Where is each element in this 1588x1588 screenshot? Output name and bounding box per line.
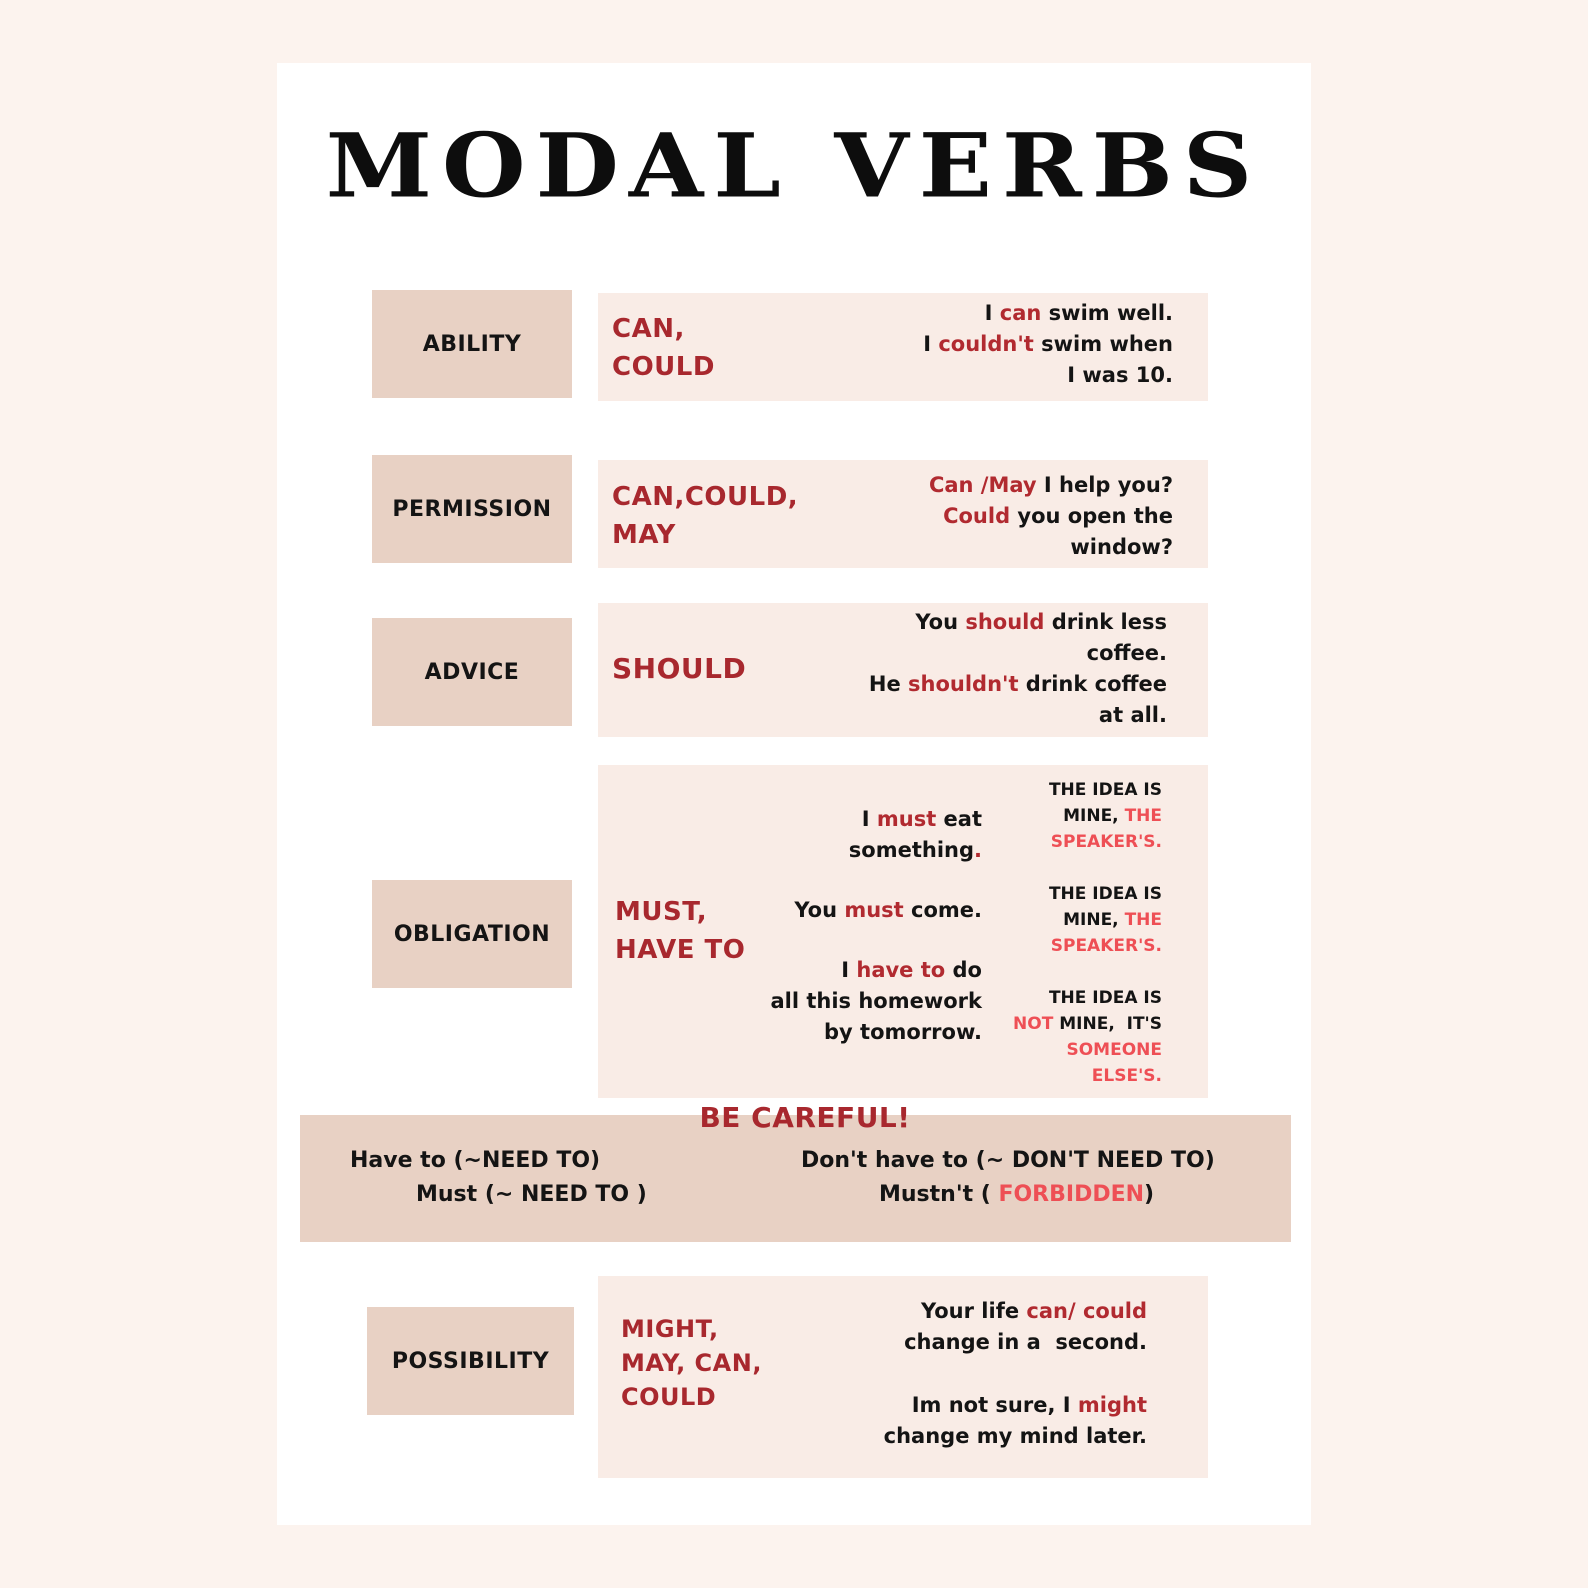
text-line [884, 1421, 1147, 1452]
text-line [1049, 829, 1162, 855]
text-line [1013, 1063, 1162, 1089]
highlighted-word: ELSE'S. [1091, 1066, 1162, 1086]
examples-ability [923, 298, 1173, 391]
text-line [1049, 907, 1162, 933]
text-line [794, 895, 982, 926]
label-ability: ABILITY [372, 290, 572, 398]
verbs-possibility [621, 1312, 762, 1414]
text-segment: something [848, 838, 975, 862]
text-line [929, 532, 1173, 563]
text-segment: you open the [1010, 504, 1173, 528]
verb-line: CAN,COULD, [612, 482, 799, 512]
text-segment: change my mind later. [883, 1424, 1147, 1448]
text-segment: I help you? [1036, 473, 1173, 497]
text-segment: You [915, 610, 966, 634]
careful-right-2-pre: Mustn't ( [879, 1182, 999, 1207]
text-line [884, 1390, 1147, 1421]
label-advice: ADVICE [372, 618, 572, 726]
text-line [929, 501, 1173, 532]
text-segment: swim well. [1041, 301, 1173, 325]
text-segment: drink coffee [1018, 672, 1167, 696]
text-line [1013, 1011, 1162, 1037]
text-line [849, 804, 982, 835]
highlighted-word: can/ could [1026, 1299, 1147, 1323]
text-line [770, 986, 982, 1017]
careful-left-1: Have to (~NEED TO) [350, 1148, 601, 1173]
text-line [929, 470, 1173, 501]
text-segment: MINE, [1063, 806, 1125, 826]
page-title: MODAL VERBS [325, 113, 1263, 218]
text-line [869, 638, 1167, 669]
text-segment: swim when [1033, 332, 1173, 356]
text-line [1013, 1037, 1162, 1063]
text-segment: Im not sure, I [911, 1393, 1078, 1417]
text-segment: You [794, 898, 845, 922]
verb-line: COULD [612, 352, 715, 382]
text-segment: at all. [1098, 703, 1167, 727]
verbs-permission [612, 478, 798, 554]
text-segment: change in a second. [904, 1330, 1147, 1354]
highlighted-word: THE [1124, 806, 1162, 826]
text-line [904, 1327, 1147, 1358]
example-obligation-2 [794, 895, 982, 926]
text-line [869, 669, 1167, 700]
highlighted-word: THE [1124, 910, 1162, 930]
text-segment: MINE, IT'S [1053, 1014, 1162, 1034]
verb-line: MUST, [615, 897, 708, 927]
verb-line: SHOULD [612, 652, 747, 685]
highlighted-word: can [999, 301, 1042, 325]
careful-box [300, 1115, 1291, 1242]
careful-right-1: Don't have to (~ DON'T NEED TO) [801, 1148, 1215, 1173]
text-line [1049, 933, 1162, 959]
text-segment: I [861, 807, 877, 831]
text-line [923, 329, 1173, 360]
text-segment: MINE, [1063, 910, 1125, 930]
verb-line: CAN, [612, 314, 685, 344]
verb-line: MAY, CAN, [621, 1349, 762, 1377]
text-line [923, 360, 1173, 391]
text-line [904, 1296, 1147, 1327]
text-line [869, 700, 1167, 731]
text-segment: He [868, 672, 909, 696]
text-line [1013, 985, 1162, 1011]
label-possibility: POSSIBILITY [367, 1307, 574, 1415]
text-line [1049, 777, 1162, 803]
examples-permission [929, 470, 1173, 563]
text-line [770, 955, 982, 986]
highlighted-word: NOT [1013, 1014, 1054, 1034]
careful-left-2: Must (~ NEED TO ) [416, 1182, 647, 1207]
highlighted-word: shouldn't [908, 672, 1019, 696]
highlighted-word: must [876, 807, 937, 831]
text-segment: THE IDEA IS [1048, 780, 1162, 800]
text-segment: by tomorrow. [824, 1020, 982, 1044]
text-segment: come. [903, 898, 982, 922]
careful-title: BE CAREFUL! [699, 1101, 911, 1134]
text-segment: THE IDEA IS [1048, 988, 1162, 1008]
text-segment: Your life [920, 1299, 1027, 1323]
text-segment: all this homework [770, 989, 982, 1013]
verb-line: COULD [621, 1383, 717, 1411]
verb-line: MAY [612, 520, 676, 550]
text-line [869, 607, 1167, 638]
highlighted-word: SPEAKER'S. [1050, 832, 1162, 852]
text-segment: coffee. [1086, 641, 1167, 665]
highlighted-word: must [844, 898, 904, 922]
highlighted-word: couldn't [938, 332, 1034, 356]
text-line [923, 298, 1173, 329]
example-possibility-1 [904, 1296, 1147, 1358]
text-line [1049, 803, 1162, 829]
example-obligation-1 [849, 804, 982, 866]
verb-line: HAVE TO [615, 935, 746, 965]
highlighted-word: have to [856, 958, 946, 982]
highlighted-word: SOMEONE [1066, 1040, 1162, 1060]
text-segment: eat [936, 807, 982, 831]
forbidden-text: FORBIDDEN [998, 1182, 1145, 1207]
text-segment: I [923, 332, 939, 356]
highlighted-word: Could [943, 504, 1011, 528]
example-obligation-3 [770, 955, 982, 1048]
highlighted-word: Can /May [928, 473, 1037, 497]
label-obligation: OBLIGATION [372, 880, 572, 988]
highlighted-word: might [1077, 1393, 1147, 1417]
highlighted-word: . [974, 838, 982, 862]
text-line [1049, 881, 1162, 907]
text-segment: do [945, 958, 982, 982]
text-segment: THE IDEA IS [1048, 884, 1162, 904]
highlighted-word: should [965, 610, 1045, 634]
text-segment: window? [1070, 535, 1173, 559]
label-permission: PERMISSION [372, 455, 572, 563]
verbs-obligation [615, 893, 745, 969]
note-obligation-2 [1049, 881, 1162, 959]
careful-right-2 [879, 1182, 1154, 1207]
note-obligation-1 [1049, 777, 1162, 855]
text-line [849, 835, 982, 866]
verbs-advice [612, 650, 746, 688]
careful-right-2-post: ) [1144, 1182, 1155, 1207]
text-segment: drink less [1044, 610, 1167, 634]
highlighted-word: SPEAKER'S. [1050, 936, 1162, 956]
example-possibility-2 [884, 1390, 1147, 1452]
text-line [770, 1017, 982, 1048]
verbs-ability [612, 310, 715, 386]
text-segment: I [841, 958, 857, 982]
text-segment: I was 10. [1067, 363, 1173, 387]
note-obligation-3 [1013, 985, 1162, 1089]
verb-line: MIGHT, [621, 1315, 719, 1343]
examples-advice [869, 607, 1167, 731]
text-segment: I [984, 301, 1000, 325]
